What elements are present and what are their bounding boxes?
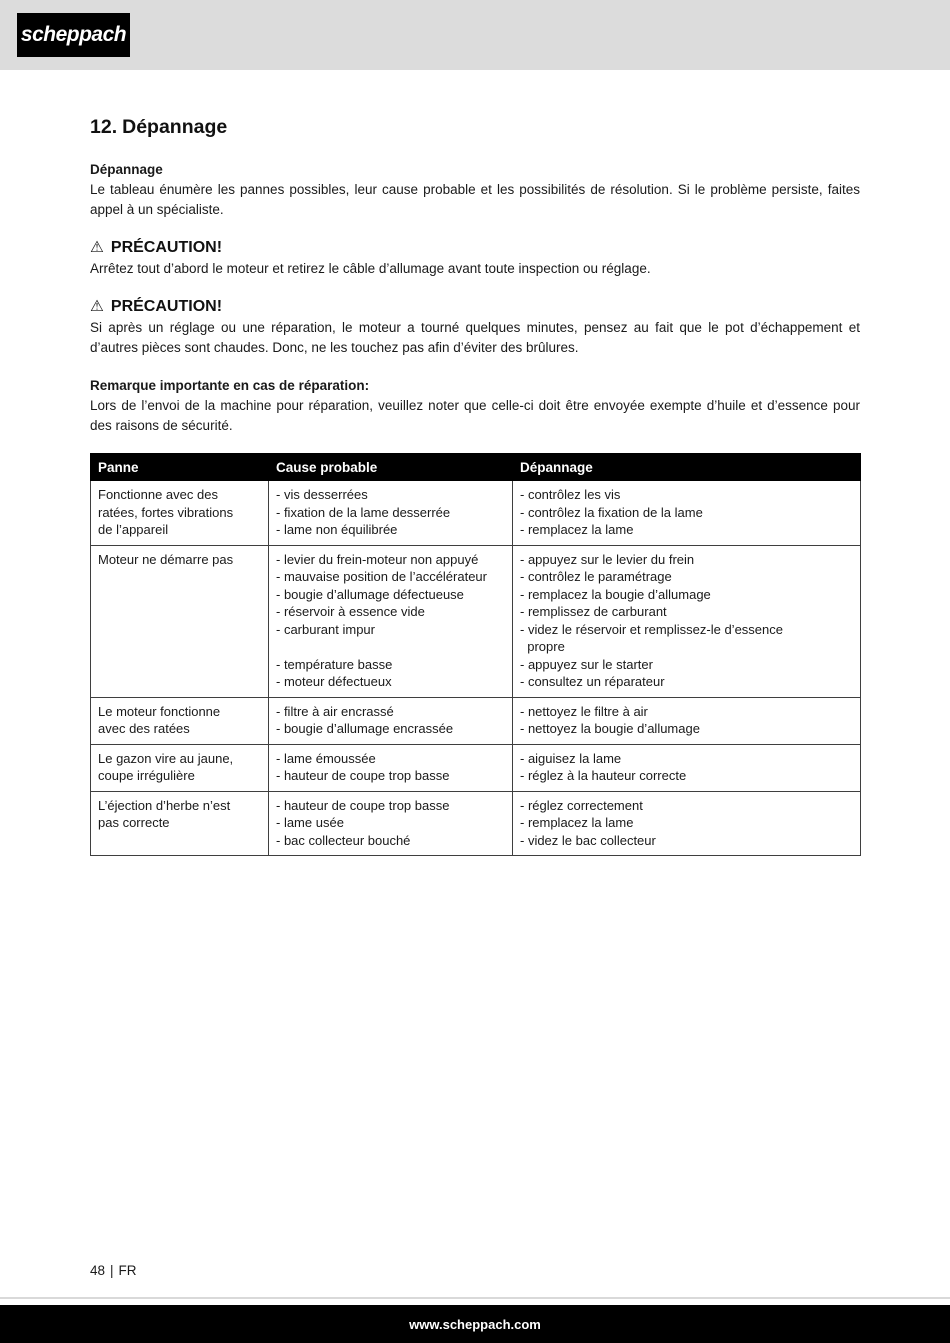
cell-line: - hauteur de coupe trop basse: [276, 768, 450, 783]
table-cell-panne: [91, 545, 269, 697]
cell-line: - contrôlez le paramétrage: [520, 569, 672, 584]
section-title-text: Dépannage: [122, 116, 228, 138]
cell-line: - réservoir à essence vide: [276, 604, 425, 619]
cell-line: - consultez un réparateur: [520, 674, 665, 689]
table-cell-depannage: [513, 791, 861, 856]
cell-line: - filtre à air encrassé: [276, 703, 394, 719]
caution-section-2: [90, 295, 860, 358]
cell-line: - remplacez la lame: [520, 522, 634, 537]
cell-line: Fonctionne avec des: [98, 487, 218, 502]
cell-line: - remplacez la bougie d’allumage: [520, 586, 711, 602]
caution-text-1: Arrêtez tout d’abord le moteur et retirez le câble d’allumage avant toute inspection ou réglage.: [90, 261, 651, 276]
caution-heading-1-text: PRÉCAUTION!: [110, 239, 223, 256]
table-cell-cause: [269, 697, 513, 744]
table-cell-panne: [91, 481, 269, 546]
page-number-value: 48: [90, 1263, 106, 1278]
repair-note-text: Lors de l’envoi de la machine pour réparation, veuillez noter que celle-ci doit être envoyée exempte d’huile et d’essence pour des raisons de sécurité.: [90, 398, 860, 433]
cell-line: - vis desserrées: [276, 487, 368, 502]
column-header-depannage: Dépannage: [513, 454, 861, 481]
table-row: [91, 545, 861, 697]
page-language: FR: [118, 1263, 137, 1278]
cell-line: - videz le réservoir et remplissez-le d’essence: [520, 621, 783, 637]
cell-line: Moteur ne démarre pas: [98, 551, 234, 567]
table-row: [91, 744, 861, 791]
table-row: [91, 697, 861, 744]
table-row: [91, 481, 861, 546]
caution-heading-2: [90, 295, 860, 318]
cell-line: - lame usée: [276, 815, 344, 830]
cell-line: - levier du frein-moteur non appuyé: [276, 551, 479, 567]
cell-line: - carburant impur: [276, 621, 375, 637]
table-cell-depannage: [513, 697, 861, 744]
caution-heading-2-text: PRÉCAUTION!: [110, 298, 223, 315]
cell-line: de l’appareil: [98, 522, 169, 537]
cell-line: propre: [520, 639, 565, 654]
cell-line: - hauteur de coupe trop basse: [276, 797, 450, 813]
cell-line: - nettoyez la bougie d’allumage: [520, 721, 700, 736]
column-header-panne: Panne: [91, 454, 269, 481]
cell-line: - lame émoussée: [276, 750, 376, 766]
cell-line: - moteur défectueux: [276, 674, 392, 689]
footer-separator-line: [0, 1297, 950, 1299]
caution-section-1: [90, 236, 860, 279]
cell-line: ratées, fortes vibrations: [98, 504, 234, 520]
header-band: [0, 0, 950, 70]
cell-line: - nettoyez le filtre à air: [520, 703, 648, 719]
cell-line: - fixation de la lame desserrée: [276, 504, 451, 520]
cell-line: - bac collecteur bouché: [276, 832, 411, 848]
cell-line: - mauvaise position de l’accélérateur: [276, 569, 487, 584]
cell-line: pas correcte: [98, 815, 170, 830]
cell-line: coupe irrégulière: [98, 768, 195, 783]
cell-line: - appuyez sur le starter: [520, 656, 653, 672]
cell-line: - remplissez de carburant: [520, 604, 667, 619]
table-header-row: [91, 454, 861, 481]
table-cell-cause: [269, 545, 513, 697]
intro-heading: Dépannage: [90, 162, 163, 177]
table-cell-cause: [269, 744, 513, 791]
intro-section: [90, 160, 860, 220]
table-cell-depannage: [513, 744, 861, 791]
cell-line: [276, 638, 505, 656]
repair-note-section: [90, 376, 860, 436]
cell-line: - lame non équilibrée: [276, 522, 398, 537]
cell-line: - appuyez sur le levier du frein: [520, 551, 695, 567]
caution-text-2: Si après un réglage ou une réparation, le moteur a tourné quelques minutes, pensez au fait que le pot d’échappement et d’autres pièces sont chaudes. Donc, ne les touchez pas afin d’éviter des brûlures.: [90, 320, 860, 355]
column-header-cause: Cause probable: [269, 454, 513, 481]
cell-line: - réglez correctement: [520, 797, 643, 813]
cell-line: - aiguisez la lame: [520, 750, 622, 766]
cell-line: Le moteur fonctionne: [98, 703, 221, 719]
table-body: [91, 481, 861, 856]
scheppach-logo-text: scheppach: [20, 23, 127, 46]
cell-line: avec des ratées: [98, 721, 190, 736]
warning-icon: ⚠: [90, 239, 104, 256]
cell-line: - contrôlez les vis: [520, 487, 621, 502]
table-cell-panne: [91, 791, 269, 856]
cell-line: Le gazon vire au jaune,: [98, 750, 234, 766]
page-number: [90, 1263, 137, 1278]
cell-line: - contrôlez la fixation de la lame: [520, 504, 703, 520]
table-cell-cause: [269, 791, 513, 856]
cell-line: - bougie d’allumage encrassée: [276, 721, 454, 736]
cell-line: - température basse: [276, 656, 393, 672]
main-content: [0, 70, 950, 856]
table-cell-depannage: [513, 481, 861, 546]
intro-text: Le tableau énumère les pannes possibles, leur cause probable et les possibilités de résolution. Si le problème persiste, faites appel à un spécialiste.: [90, 182, 860, 217]
table-cell-cause: [269, 481, 513, 546]
cell-line: - videz le bac collecteur: [520, 832, 656, 848]
troubleshooting-table: [90, 453, 861, 856]
footer-bar: [0, 1305, 950, 1343]
caution-heading-1: [90, 236, 860, 259]
section-number: 12.: [90, 116, 118, 138]
website-text: www.scheppach.com: [409, 1316, 541, 1332]
cell-line: L’éjection d’herbe n’est: [98, 797, 231, 813]
table-cell-depannage: [513, 545, 861, 697]
repair-note-heading: Remarque importante en cas de réparation:: [90, 378, 370, 393]
page-title: [90, 116, 860, 139]
cell-line: - bougie d’allumage défectueuse: [276, 586, 464, 602]
table-cell-panne: [91, 744, 269, 791]
cell-line: - remplacez la lame: [520, 815, 634, 830]
page-number-separator: |: [110, 1263, 114, 1278]
scheppach-logo: [17, 13, 130, 57]
table-row: [91, 791, 861, 856]
table-cell-panne: [91, 697, 269, 744]
warning-icon: ⚠: [90, 298, 104, 315]
cell-line: - réglez à la hauteur correcte: [520, 768, 687, 783]
table-header: [91, 454, 861, 481]
